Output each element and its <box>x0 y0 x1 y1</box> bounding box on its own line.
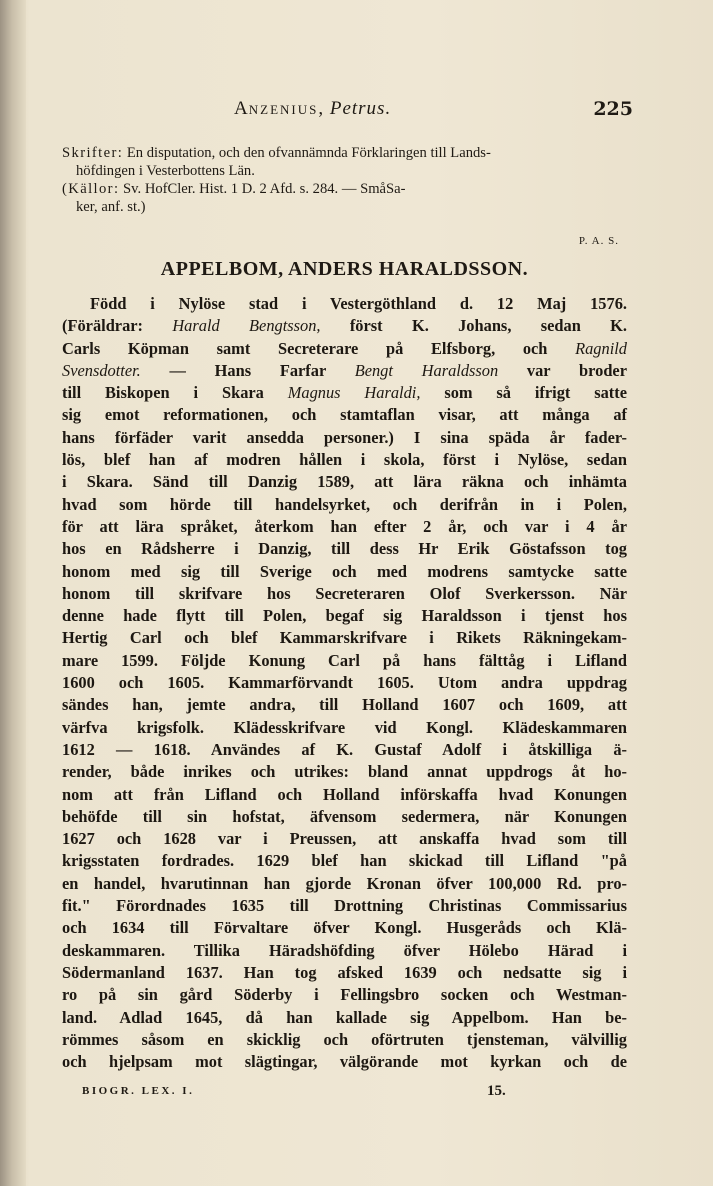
body-line <box>62 984 627 1006</box>
body-line <box>62 583 627 605</box>
book-spine-shadow <box>0 0 26 1186</box>
body-text-segment: denne hade flytt till Polen, begaf sig Haraldsson i tjenst hos <box>62 606 627 626</box>
body-text-segment: ro på sin gård Söderby i Fellingsbro socken och Westman- <box>62 985 627 1005</box>
running-head-surname-initial: A <box>234 98 249 119</box>
body-text-segment: hos en Rådsherre i Danzig, till dess Hr Erik Göstafsson tog <box>62 539 627 559</box>
body-line <box>62 806 627 828</box>
body-text-segment: 1600 och 1605. Kammarförvandt 1605. Utom andra uppdrag <box>62 673 627 693</box>
body-text-segment: som så ifrigt satte <box>420 383 628 403</box>
body-text-segment: till Biskopen i Skara <box>62 383 288 403</box>
running-head-given-name: Petrus. <box>329 98 392 119</box>
body-line <box>62 1007 627 1029</box>
body-line <box>62 605 627 627</box>
body-text-segment: hvad som hörde till handelsyrket, och derifrån in i Polen, <box>62 494 627 514</box>
body-line <box>62 1051 627 1073</box>
body-line <box>62 873 627 895</box>
body-text-segment: — Hans Farfar <box>140 360 355 380</box>
body-italic-name: Harald Bengtsson, <box>172 316 321 336</box>
body-text-segment: krigsstaten fordrades. 1629 blef han skickad till Lifland "på <box>62 851 627 871</box>
body-line <box>62 494 627 516</box>
body-text-segment: en handel, hvarutinnan han gjorde Kronan öfver 100,000 Rd. pro- <box>62 873 627 893</box>
body-text-segment: honom till skrifvare hos Secreteraren Olof Sverkersson. När <box>62 583 627 603</box>
previous-entry-line <box>62 144 627 162</box>
running-head-name: Anzenius, Petrus. <box>234 98 392 119</box>
previous-entry-line-text: ker, anf. st.) <box>76 199 146 215</box>
body-line <box>62 672 627 694</box>
body-text-segment: mare 1599. Följde Konung Carl på hans fälttåg i Lifland <box>62 650 627 670</box>
entry-title: APPELBOM, ANDERS HARALDSSON. <box>160 258 529 280</box>
previous-entry-line-text: Sv. HofCler. Hist. 1 D. 2 Afd. s. 284. — SmåSa- <box>119 181 406 197</box>
body-line <box>62 293 627 315</box>
body-line <box>62 761 627 783</box>
body-italic-name: Svensdotter. <box>62 360 141 380</box>
previous-entry-line <box>62 180 627 198</box>
body-italic-name: Ragnild <box>575 338 627 358</box>
body-line <box>62 516 627 538</box>
body-line <box>62 449 627 471</box>
body-line <box>62 694 627 716</box>
body-text-segment: fit." Förordnades 1635 till Drottning Christinas Commissarius <box>62 896 627 916</box>
sheet-number: 15. <box>487 1083 506 1100</box>
body-line <box>62 404 627 426</box>
body-line <box>62 627 627 649</box>
body-text-segment: lös, blef han af modren hållen i skola, först i Nylöse, sedan <box>62 450 627 470</box>
body-line <box>62 962 627 984</box>
previous-entry-line-text: En disputation, och den ofvannämnda Förklaringen till Lands- <box>123 145 491 161</box>
body-text-segment: deskammaren. Tillika Häradshöfding öfver Hölebo Härad i <box>62 940 627 960</box>
previous-entry-line-lead: Skrifter: <box>62 145 124 161</box>
body-line <box>62 471 627 493</box>
body-italic-name: Bengt Haraldsson <box>354 360 499 380</box>
body-line <box>62 427 627 449</box>
page-number: 225 <box>593 98 633 120</box>
body-text-segment: sändes han, jemte andra, till Holland 1607 och 1609, att <box>62 695 627 715</box>
body-line <box>62 338 627 360</box>
running-head <box>62 98 633 128</box>
previous-entry-tail <box>62 144 627 250</box>
previous-entry-line <box>62 198 627 216</box>
previous-entry-line <box>62 162 627 180</box>
body-line <box>62 739 627 761</box>
document-page <box>62 98 633 1103</box>
previous-entry-line-lead: (Källor: <box>62 181 120 197</box>
body-text-segment: hans förfäder varit ansedda personer.) I sina späda år fader- <box>62 427 627 447</box>
body-line <box>62 784 627 806</box>
body-text-segment: värfva krigsfolk. Klädesskrifvare vid Kongl. Klädeskammaren <box>62 717 627 737</box>
entry-body <box>62 293 627 1073</box>
body-text-segment: först K. Johans, sedan K. <box>320 316 627 336</box>
body-text-segment: römmes såsom en skicklig och oförtruten tjensteman, välvillig <box>62 1029 627 1049</box>
body-text-segment: Född i Nylöse stad i Vestergöthland d. 12 Maj 1576. <box>90 294 627 313</box>
body-line <box>62 315 627 337</box>
page-footer <box>62 1083 627 1103</box>
running-head-surname: nzenius <box>248 98 319 119</box>
body-text-segment: render, både inrikes och utrikes: bland annat uppdrogs åt ho- <box>62 762 627 782</box>
body-line <box>62 650 627 672</box>
previous-entry-line-text: höfdingen i Vesterbottens Län. <box>76 163 255 179</box>
body-line <box>62 1029 627 1051</box>
body-text-segment: Hertig Carl och blef Kammarskrifvare i Rikets Räkningekam- <box>62 628 627 648</box>
body-text-segment: Carls Köpman samt Secreterare på Elfsborg, och <box>62 338 576 358</box>
body-text-segment: 1612 — 1618. Användes af K. Gustaf Adolf i åtskilliga ä- <box>62 739 627 759</box>
body-text-segment: honom med sig till Sverige och med modrens samtycke satte <box>62 561 627 581</box>
body-text-segment: och 1634 till Förvaltare öfver Kongl. Husgeråds och Klä- <box>62 918 627 938</box>
body-line <box>62 360 627 382</box>
body-line <box>62 917 627 939</box>
body-line <box>62 561 627 583</box>
previous-entry-signature: P. A. S. <box>578 235 619 247</box>
body-text-segment: Södermanland 1637. Han tog afsked 1639 och nedsatte sig i <box>62 962 627 982</box>
body-line <box>62 895 627 917</box>
body-text-segment: behöfde till sin hofstat, äfvensom sedermera, när Konungen <box>62 806 627 826</box>
body-text-segment: var broder <box>498 360 627 380</box>
signature-mark: BIOGR. LEX. I. <box>82 1085 195 1098</box>
body-text-segment: land. Adlad 1645, då han kallade sig Appelbom. Han be- <box>62 1007 627 1027</box>
body-text-segment: 1627 och 1628 var i Preussen, att anskaffa hvad som till <box>62 829 627 849</box>
body-text-segment: i Skara. Sänd till Danzig 1589, att lära räkna och inhämta <box>62 472 627 492</box>
body-text-segment: nom att från Lifland och Holland införskaffa hvad Konungen <box>62 784 627 804</box>
body-text-segment: (Föräldrar: <box>62 316 173 336</box>
body-line <box>62 538 627 560</box>
body-line <box>62 850 627 872</box>
body-line <box>62 382 627 404</box>
previous-entry-lines <box>62 144 627 216</box>
body-line <box>62 717 627 739</box>
body-text-segment: och hjelpsam mot slägtingar, välgörande mot kyrkan och de <box>62 1052 627 1072</box>
body-text-segment: för att lära språket, återkom han efter 2 år, och var i 4 år <box>62 516 627 536</box>
body-italic-name: Magnus Haraldi, <box>287 383 421 403</box>
body-line <box>62 828 627 850</box>
body-line <box>62 940 627 962</box>
body-text-segment: sig emot reformationen, och stamtaflan visar, att många af <box>62 405 627 425</box>
